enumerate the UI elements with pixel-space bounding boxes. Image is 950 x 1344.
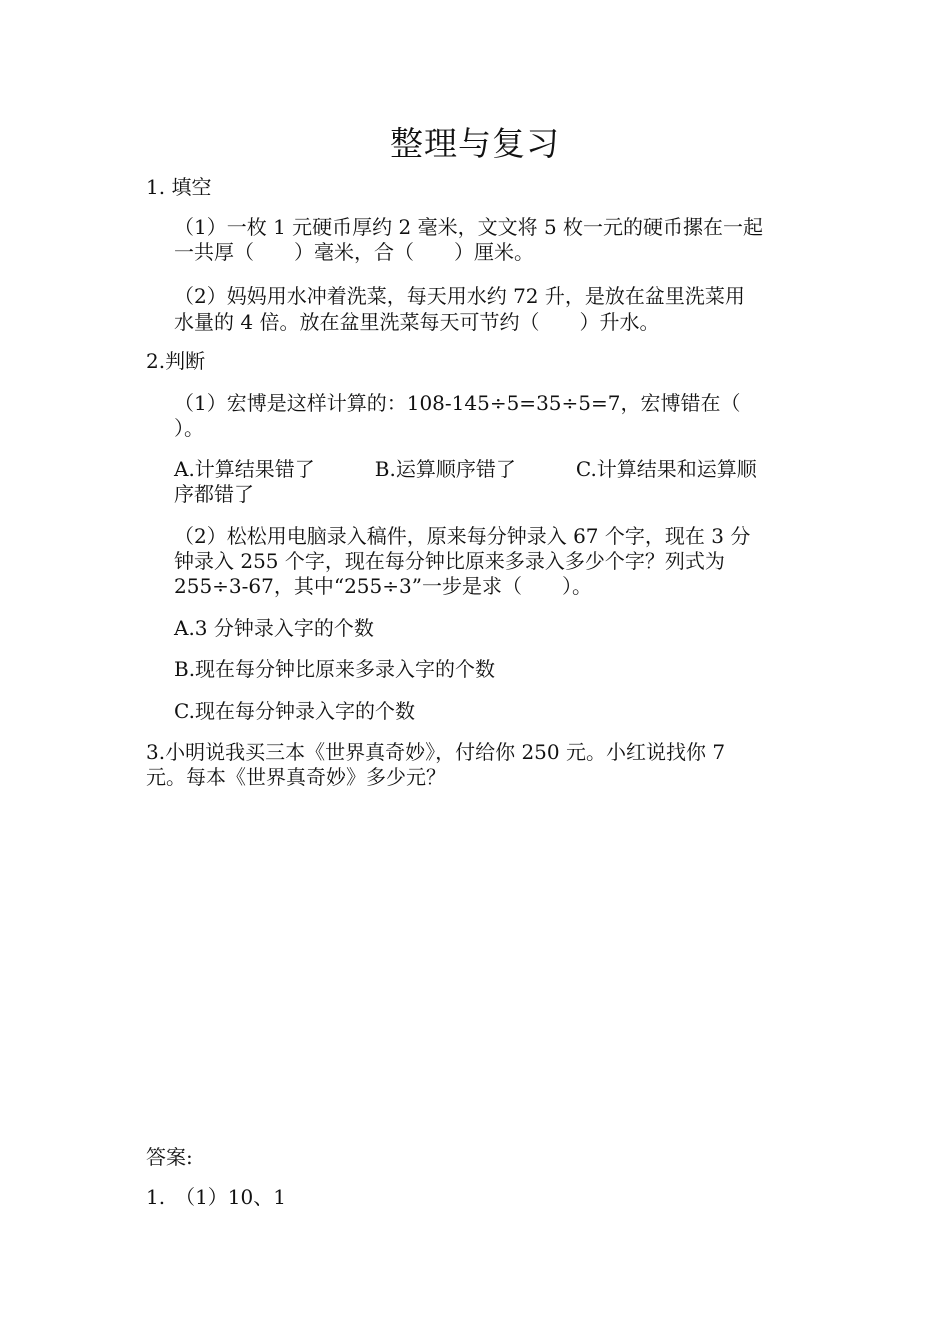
q1-item2-line2: 水量的 4 倍。放在盆里洗菜每天可节约（ ）升水。 [174,310,660,334]
page-title: 整理与复习 [390,124,560,163]
q2-item1-line2: ）。 [174,416,204,440]
q1-item1-line1: （1）一枚 1 元硬币厚约 2 毫米，文文将 5 枚一元的硬币摞在一起 [174,215,764,239]
q2-item1-options-line1: A.计算结果错了 B.运算顺序错了 C.计算结果和运算顺 [174,457,757,481]
q2-item2-option-a: A.3 分钟录入字的个数 [174,616,374,640]
q1-item2-line1: （2）妈妈用水冲着洗菜，每天用水约 72 升，是放在盆里洗菜用 [174,284,745,308]
q2-item2-line3: 255÷3-67，其中“255÷3”一步是求（ ）。 [174,574,592,598]
q3-line1: 3.小明说我买三本《世界真奇妙》，付给你 250 元。小红说找你 7 [146,740,726,764]
q2-item1-options-line2: 序都错了 [174,482,254,506]
q2-item2-option-b: B.现在每分钟比原来多录入字的个数 [174,657,496,681]
q2-item1-line1: （1）宏博是这样计算的：108-145÷5=35÷5=7，宏博错在（ [174,391,741,415]
q2-heading: 2.判断 [146,349,206,373]
q1-heading: 1. 填空 [146,175,212,199]
q1-item1-line2: 一共厚（ ）毫米，合（ ）厘米。 [174,240,534,264]
q2-item2-line2: 钟录入 255 个字，现在每分钟比原来多录入多少个字？列式为 [174,549,725,573]
answers-line1: 1. （1）10、1 [146,1185,286,1209]
q3-line2: 元。每本《世界真奇妙》多少元？ [146,765,446,789]
q2-item2-line1: （2）松松用电脑录入稿件，原来每分钟录入 67 个字，现在 3 分 [174,524,751,548]
q2-item2-option-c: C.现在每分钟录入字的个数 [174,699,415,723]
answers-heading: 答案: [146,1145,193,1169]
